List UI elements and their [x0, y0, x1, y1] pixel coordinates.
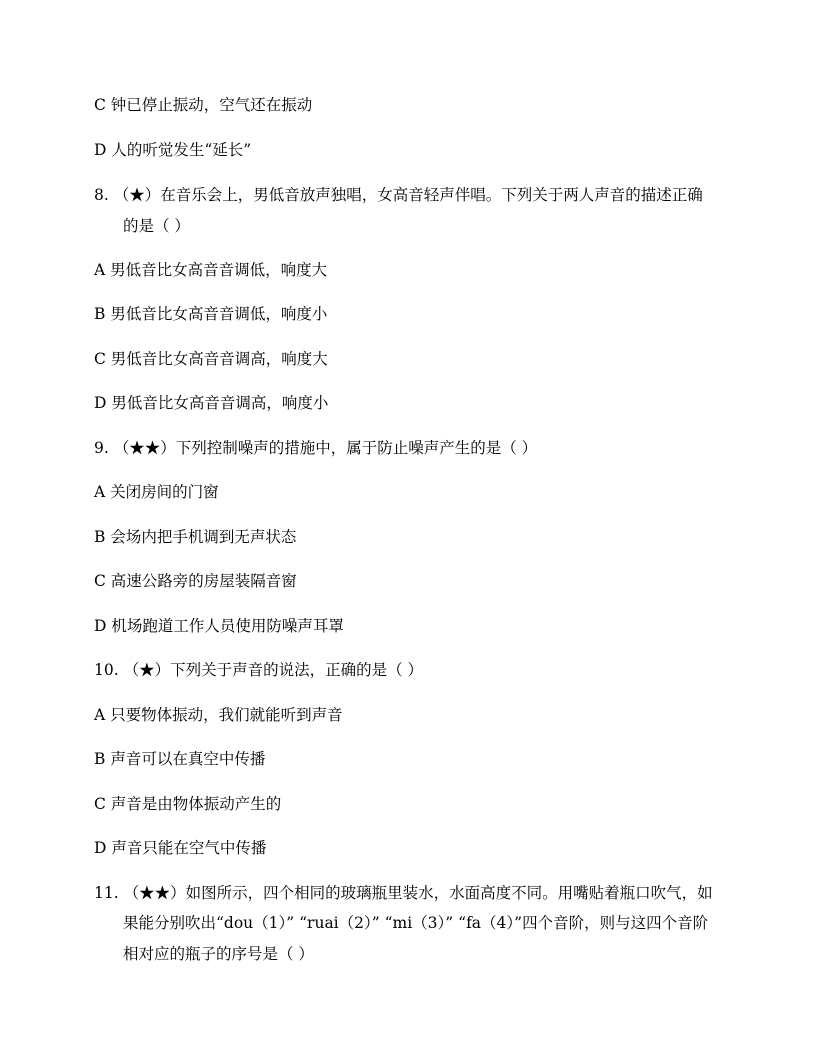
option-b-q8: B 男低音比女高音音调低，响度小 — [94, 305, 328, 323]
option-a-q10: A 只要物体振动，我们就能听到声音 — [94, 706, 343, 724]
option-c-q8: C 男低音比女高音音调高，响度大 — [94, 350, 328, 368]
question-9-stem: 9. （★★）下列控制噪声的措施中，属于防止噪声产生的是（ ） — [94, 439, 538, 457]
option-d-q10: D 声音只能在空气中传播 — [94, 839, 267, 857]
question-11-stem-cont-2: 相对应的瓶子的序号是（ ） — [123, 945, 314, 963]
question-8-stem: 8. （★）在音乐会上，男低音放声独唱，女高音轻声伴唱。下列关于两人声音的描述正确 — [94, 186, 703, 204]
option-a-q8: A 男低音比女高音音调低，响度大 — [94, 261, 328, 279]
option-d-q7: D 人的听觉发生“延长” — [94, 141, 252, 159]
option-b-q10: B 声音可以在真空中传播 — [94, 750, 266, 768]
option-c-q7: C 钟已停止振动，空气还在振动 — [94, 96, 313, 114]
option-c-q10: C 声音是由物体振动产生的 — [94, 795, 282, 813]
option-b-q9: B 会场内把手机调到无声状态 — [94, 528, 297, 546]
question-8-stem-cont: 的是（ ） — [123, 217, 190, 235]
question-11-stem-cont-1: 果能分别吹出“dou（1）” “ruai（2）” “mi（3）” “fa（4）”四个音阶，则与这四个音阶 — [123, 914, 709, 932]
question-10-stem: 10. （★）下列关于声音的说法，正确的是（ ） — [94, 661, 424, 679]
question-11-stem: 11. （★★）如图所示，四个相同的玻璃瓶里装水，水面高度不同。用嘴贴着瓶口吹气，如 — [94, 884, 713, 902]
option-d-q8: D 男低音比女高音音调高，响度小 — [94, 394, 329, 412]
option-c-q9: C 高速公路旁的房屋装隔音窗 — [94, 572, 297, 590]
option-d-q9: D 机场跑道工作人员使用防噪声耳罩 — [94, 617, 344, 635]
option-a-q9: A 关闭房间的门窗 — [94, 483, 219, 501]
